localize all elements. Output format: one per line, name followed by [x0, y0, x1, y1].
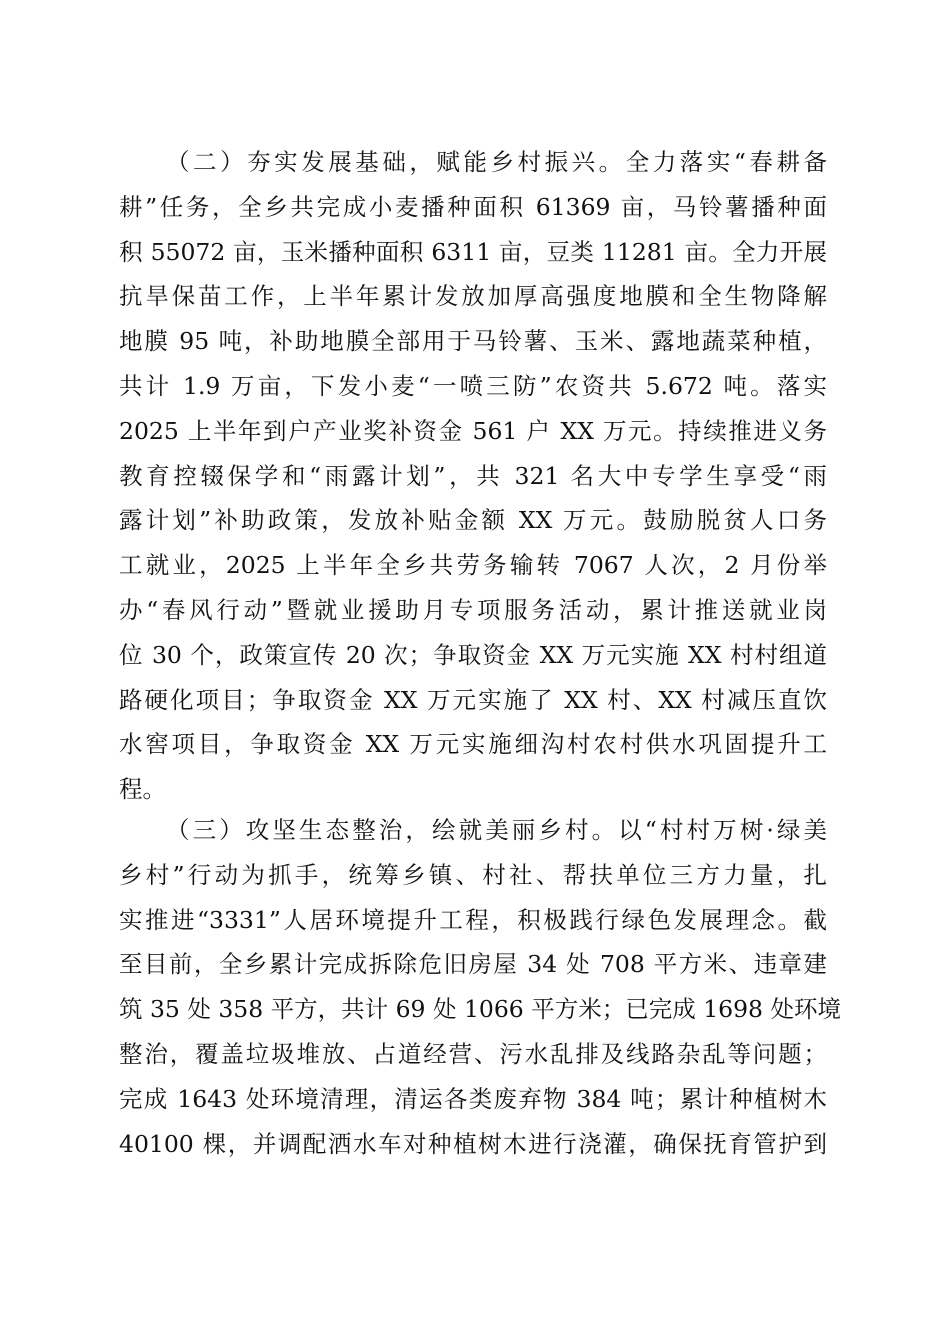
paragraph-line: 办“春风行动”暨就业援助月专项服务活动，累计推送就业岗: [119, 595, 827, 624]
paragraph-line: 位 30 个，政策宣传 20 次；争取资金 XX 万元实施 XX 村村组道: [119, 640, 827, 669]
paragraph-line: 工就业，2025 上半年全乡共劳务输转 7067 人次，2 月份举: [119, 551, 827, 580]
paragraph-line: 2025 上半年到户产业奖补资金 561 户 XX 万元。持续推进义务: [119, 416, 827, 445]
paragraph-line: （二）夯实发展基础，赋能乡村振兴。全力落实“春耕备: [166, 148, 827, 176]
paragraph-line: 水窖项目，争取资金 XX 万元实施细沟村农村供水巩固提升工: [119, 730, 827, 759]
paragraph-line: 实推进“3331”人居环境提升工程，积极践行绿色发展理念。截: [119, 905, 827, 934]
paragraph-line: 共计 1.9 万亩，下发小麦“一喷三防”农资共 5.672 吨。落实: [119, 371, 827, 400]
paragraph-line: 整治，覆盖垃圾堆放、占道经营、污水乱排及线路杂乱等问题；: [119, 1039, 827, 1068]
paragraph-line: 耕”任务，全乡共完成小麦播种面积 61369 亩，马铃薯播种面: [119, 192, 827, 221]
paragraph-rural-revitalization: [119, 140, 827, 812]
paragraph-line: 抗旱保苗工作，上半年累计发放加厚高强度地膜和全生物降解: [119, 282, 827, 311]
paragraph-ecological-improvement: [119, 808, 841, 1166]
paragraph-line: （三）攻坚生态整治，绘就美丽乡村。以“村村万树·绿美: [166, 816, 827, 844]
paragraph-line: 积 55072 亩，玉米播种面积 6311 亩，豆类 11281 亩。全力开展: [119, 237, 827, 266]
paragraph-line: 路硬化项目；争取资金 XX 万元实施了 XX 村、XX 村减压直饮: [119, 685, 827, 714]
paragraph-line: 程。: [119, 775, 166, 804]
paragraph-line: 完成 1643 处环境清理，清运各类废弃物 384 吨；累计种植树木: [119, 1084, 827, 1113]
paragraph-line: 40100 棵，并调配洒水车对种植树木进行浇灌，确保抚育管护到: [119, 1129, 827, 1158]
paragraph-line: 露计划”补助政策，发放补贴金额 XX 万元。鼓励脱贫人口务: [119, 506, 827, 535]
paragraph-line: 地膜 95 吨，补助地膜全部用于马铃薯、玉米、露地蔬菜种植，: [119, 327, 827, 356]
paragraph-line: 乡村”行动为抓手，统筹乡镇、村社、帮扶单位三方力量，扎: [119, 860, 827, 889]
paragraph-line: 至目前，全乡累计完成拆除危旧房屋 34 处 708 平方米、违章建: [119, 950, 827, 979]
paragraph-line: 教育控辍保学和“雨露计划”，共 321 名大中专学生享受“雨: [119, 461, 827, 490]
paragraph-line: 筑 35 处 358 平方，共计 69 处 1066 平方米；已完成 1698 处环境: [119, 995, 841, 1024]
